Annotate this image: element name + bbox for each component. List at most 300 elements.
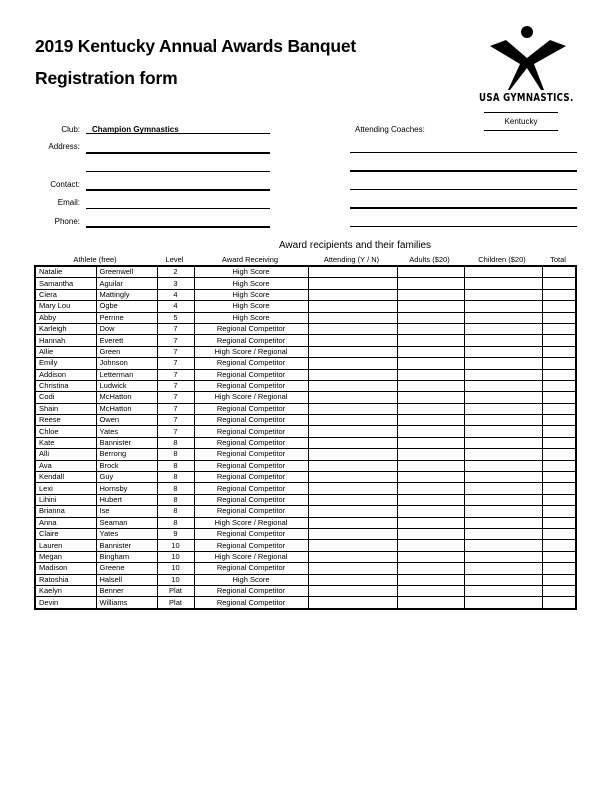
table-row (35, 483, 576, 494)
attending-cell[interactable] (308, 335, 397, 346)
level-cell: 7 (157, 323, 194, 334)
level-cell: 7 (157, 403, 194, 414)
last-name-cell: Owen (96, 415, 157, 426)
award-cell: Regional Competitor (194, 323, 308, 334)
coach-field-5[interactable] (350, 226, 577, 227)
attending-cell[interactable] (308, 392, 397, 403)
state-label: Kentucky (504, 117, 538, 126)
coach-field-3[interactable] (350, 189, 577, 190)
total-cell[interactable] (542, 415, 576, 426)
table-row (35, 563, 576, 574)
total-cell[interactable] (542, 483, 576, 494)
first-name-cell: Christina (35, 380, 96, 391)
level-cell: 7 (157, 346, 194, 357)
attending-cell[interactable] (308, 449, 397, 460)
last-name-cell: Yates (96, 426, 157, 437)
first-name-cell: Emily (35, 358, 96, 369)
total-cell[interactable] (542, 278, 576, 289)
last-name-cell: Everett (96, 335, 157, 346)
first-name-cell: Ciera (35, 289, 96, 300)
last-name-cell: Berrong (96, 449, 157, 460)
adults-cell[interactable] (397, 380, 464, 391)
table-row (35, 312, 576, 323)
first-name-cell: Madison (35, 563, 96, 574)
children-cell[interactable] (464, 346, 542, 357)
children-cell[interactable] (464, 426, 542, 437)
total-cell[interactable] (542, 574, 576, 585)
total-cell[interactable] (542, 380, 576, 391)
level-cell: 7 (157, 392, 194, 403)
level-cell: 4 (157, 289, 194, 300)
first-name-cell: Samantha (35, 278, 96, 289)
attending-cell[interactable] (308, 346, 397, 357)
header-attending: Attending (Y / N) (323, 255, 380, 264)
total-cell[interactable] (542, 301, 576, 312)
attending-cell[interactable] (308, 585, 397, 596)
level-cell: 10 (157, 563, 194, 574)
level-cell: 8 (157, 517, 194, 528)
children-cell[interactable] (464, 449, 542, 460)
first-name-cell: Lihini (35, 494, 96, 505)
table-row (35, 403, 576, 414)
first-name-cell: Karleigh (35, 323, 96, 334)
award-cell: High Score (194, 312, 308, 323)
email-label: Email: (57, 198, 80, 207)
table-row (35, 392, 576, 403)
coaches-label: Attending Coaches: (355, 125, 425, 134)
attending-cell[interactable] (308, 528, 397, 539)
adults-cell[interactable] (397, 312, 464, 323)
total-cell[interactable] (542, 289, 576, 300)
table-row (35, 585, 576, 596)
attending-cell[interactable] (308, 289, 397, 300)
last-name-cell: Ludwick (96, 380, 157, 391)
header-level: Level (165, 255, 184, 264)
level-cell: 4 (157, 301, 194, 312)
last-name-cell: Seaman (96, 517, 157, 528)
level-cell: 8 (157, 506, 194, 517)
last-name-cell: Brock (96, 460, 157, 471)
total-cell[interactable] (542, 323, 576, 334)
award-cell: Regional Competitor (194, 335, 308, 346)
total-cell[interactable] (542, 563, 576, 574)
award-cell: High Score / Regional (194, 392, 308, 403)
children-cell[interactable] (464, 574, 542, 585)
first-name-cell: Brianna (35, 506, 96, 517)
page-subtitle: Registration form (35, 68, 178, 88)
table-row (35, 574, 576, 585)
children-cell[interactable] (464, 415, 542, 426)
adults-cell[interactable] (397, 369, 464, 380)
first-name-cell: Abby (35, 312, 96, 323)
last-name-cell: Greene (96, 563, 157, 574)
level-cell: 10 (157, 574, 194, 585)
coach-field-2[interactable] (350, 170, 577, 172)
level-cell: 8 (157, 494, 194, 505)
last-name-cell: Perrine (96, 312, 157, 323)
first-name-cell: Hannah (35, 335, 96, 346)
table-section-title: Award recipients and their families (278, 240, 432, 251)
adults-cell[interactable] (397, 278, 464, 289)
award-cell: High Score / Regional (194, 346, 308, 357)
award-cell: Regional Competitor (194, 369, 308, 380)
last-name-cell: Aguilar (96, 278, 157, 289)
attending-cell[interactable] (308, 312, 397, 323)
last-name-cell: Halsell (96, 574, 157, 585)
first-name-cell: Chloe (35, 426, 96, 437)
phone-field[interactable] (86, 226, 270, 228)
children-cell[interactable] (464, 301, 542, 312)
adults-cell[interactable] (397, 346, 464, 357)
header-athlete: Athlete (free) (73, 255, 117, 264)
first-name-cell: Natalie (35, 266, 96, 278)
attending-cell[interactable] (308, 551, 397, 562)
level-cell: 10 (157, 551, 194, 562)
attending-cell[interactable] (308, 415, 397, 426)
first-name-cell: Alli (35, 449, 96, 460)
total-cell[interactable] (542, 506, 576, 517)
attending-cell[interactable] (308, 494, 397, 505)
adults-cell[interactable] (397, 494, 464, 505)
first-name-cell: Lauren (35, 540, 96, 551)
attending-cell[interactable] (308, 483, 397, 494)
attending-cell[interactable] (308, 574, 397, 585)
table-row (35, 278, 576, 289)
children-cell[interactable] (464, 528, 542, 539)
award-cell: High Score (194, 278, 308, 289)
children-cell[interactable] (464, 437, 542, 448)
table-row (35, 437, 576, 448)
attending-cell[interactable] (308, 460, 397, 471)
children-cell[interactable] (464, 278, 542, 289)
level-cell: 8 (157, 437, 194, 448)
total-cell[interactable] (542, 437, 576, 448)
attending-cell[interactable] (308, 563, 397, 574)
adults-cell[interactable] (397, 437, 464, 448)
level-cell: 5 (157, 312, 194, 323)
address-field-line1[interactable] (86, 152, 270, 154)
children-cell[interactable] (464, 369, 542, 380)
total-cell[interactable] (542, 472, 576, 483)
award-cell: Regional Competitor (194, 472, 308, 483)
attending-cell[interactable] (308, 437, 397, 448)
table-row (35, 551, 576, 562)
logo-divider (484, 112, 558, 113)
total-cell[interactable] (542, 597, 576, 609)
table-row (35, 380, 576, 391)
total-cell[interactable] (542, 369, 576, 380)
award-cell: Regional Competitor (194, 528, 308, 539)
table-row (35, 460, 576, 471)
adults-cell[interactable] (397, 449, 464, 460)
level-cell: 8 (157, 472, 194, 483)
children-cell[interactable] (464, 335, 542, 346)
level-cell: 9 (157, 528, 194, 539)
first-name-cell: Megan (35, 551, 96, 562)
total-cell[interactable] (542, 517, 576, 528)
first-name-cell: Ratoshia (35, 574, 96, 585)
first-name-cell: Mary Lou (35, 301, 96, 312)
first-name-cell: Allie (35, 346, 96, 357)
table-row (35, 346, 576, 357)
children-cell[interactable] (464, 597, 542, 609)
level-cell: 8 (157, 449, 194, 460)
award-cell: High Score / Regional (194, 551, 308, 562)
adults-cell[interactable] (397, 335, 464, 346)
adults-cell[interactable] (397, 506, 464, 517)
club-label: Club: (61, 125, 80, 134)
award-cell: High Score / Regional (194, 517, 308, 528)
level-cell: Plat (157, 597, 194, 609)
award-cell: Regional Competitor (194, 540, 308, 551)
award-cell: Regional Competitor (194, 415, 308, 426)
coach-field-1[interactable] (350, 152, 577, 153)
table-row (35, 494, 576, 505)
attending-cell[interactable] (308, 506, 397, 517)
children-cell[interactable] (464, 403, 542, 414)
children-cell[interactable] (464, 563, 542, 574)
award-cell: Regional Competitor (194, 563, 308, 574)
level-cell: 8 (157, 483, 194, 494)
adults-cell[interactable] (397, 472, 464, 483)
children-cell[interactable] (464, 585, 542, 596)
total-cell[interactable] (542, 266, 576, 278)
attending-cell[interactable] (308, 278, 397, 289)
total-cell[interactable] (542, 449, 576, 460)
attending-cell[interactable] (308, 472, 397, 483)
header-adults: Adults ($20) (409, 255, 450, 264)
last-name-cell: Benner (96, 585, 157, 596)
total-cell[interactable] (542, 312, 576, 323)
children-cell[interactable] (464, 358, 542, 369)
adults-cell[interactable] (397, 517, 464, 528)
table-row (35, 449, 576, 460)
award-cell: High Score (194, 289, 308, 300)
total-cell[interactable] (542, 585, 576, 596)
adults-cell[interactable] (397, 426, 464, 437)
coach-field-4[interactable] (350, 207, 577, 209)
table-row (35, 528, 576, 539)
attending-cell[interactable] (308, 540, 397, 551)
last-name-cell: Ise (96, 506, 157, 517)
first-name-cell: Addison (35, 369, 96, 380)
total-cell[interactable] (542, 426, 576, 437)
children-cell[interactable] (464, 506, 542, 517)
level-cell: 7 (157, 380, 194, 391)
level-cell: 7 (157, 335, 194, 346)
attending-cell[interactable] (308, 358, 397, 369)
last-name-cell: Yates (96, 528, 157, 539)
children-cell[interactable] (464, 312, 542, 323)
first-name-cell: Reese (35, 415, 96, 426)
last-name-cell: Green (96, 346, 157, 357)
level-cell: Plat (157, 585, 194, 596)
last-name-cell: Greenwell (96, 266, 157, 278)
children-cell[interactable] (464, 494, 542, 505)
last-name-cell: Ogbe (96, 301, 157, 312)
usa-gymnastics-figure-icon (484, 24, 570, 92)
table-row (35, 506, 576, 517)
first-name-cell: Kendall (35, 472, 96, 483)
children-cell[interactable] (464, 266, 542, 278)
adults-cell[interactable] (397, 301, 464, 312)
last-name-cell: Hornsby (96, 483, 157, 494)
total-cell[interactable] (542, 540, 576, 551)
first-name-cell: Ava (35, 460, 96, 471)
adults-cell[interactable] (397, 540, 464, 551)
last-name-cell: Bingham (96, 551, 157, 562)
level-cell: 2 (157, 266, 194, 278)
total-cell[interactable] (542, 528, 576, 539)
table-row (35, 266, 576, 278)
children-cell[interactable] (464, 483, 542, 494)
table-row (35, 597, 576, 609)
phone-label: Phone: (54, 217, 80, 226)
children-cell[interactable] (464, 517, 542, 528)
total-cell[interactable] (542, 403, 576, 414)
level-cell: 7 (157, 369, 194, 380)
table-row (35, 415, 576, 426)
award-cell: Regional Competitor (194, 358, 308, 369)
adults-cell[interactable] (397, 597, 464, 609)
header-award: Award Receiving (221, 255, 279, 264)
total-cell[interactable] (542, 335, 576, 346)
total-cell[interactable] (542, 494, 576, 505)
first-name-cell: Devin (35, 597, 96, 609)
award-cell: High Score (194, 301, 308, 312)
award-cell: High Score (194, 574, 308, 585)
address-field-line2[interactable] (86, 171, 270, 172)
attending-cell[interactable] (308, 266, 397, 278)
table-row (35, 540, 576, 551)
adults-cell[interactable] (397, 358, 464, 369)
attending-cell[interactable] (308, 369, 397, 380)
level-cell: 10 (157, 540, 194, 551)
attending-cell[interactable] (308, 403, 397, 414)
award-cell: Regional Competitor (194, 597, 308, 609)
last-name-cell: Mattingly (96, 289, 157, 300)
children-cell[interactable] (464, 540, 542, 551)
award-cell: Regional Competitor (194, 449, 308, 460)
total-cell[interactable] (542, 358, 576, 369)
adults-cell[interactable] (397, 483, 464, 494)
contact-label: Contact: (50, 180, 80, 189)
address-label: Address: (48, 142, 80, 151)
table-row (35, 289, 576, 300)
first-name-cell: Lexi (35, 483, 96, 494)
club-field[interactable] (86, 133, 270, 134)
usa-gymnastics-logo (484, 24, 570, 97)
page-title: 2019 Kentucky Annual Awards Banquet (35, 36, 357, 56)
header-children: Children ($20) (478, 255, 526, 264)
award-cell: Regional Competitor (194, 380, 308, 391)
first-name-cell: Kate (35, 437, 96, 448)
children-cell[interactable] (464, 323, 542, 334)
award-cell: Regional Competitor (194, 585, 308, 596)
total-cell[interactable] (542, 460, 576, 471)
last-name-cell: Bannister (96, 540, 157, 551)
logo-divider-bottom (484, 130, 558, 131)
adults-cell[interactable] (397, 266, 464, 278)
attending-cell[interactable] (308, 323, 397, 334)
last-name-cell: Guy (96, 472, 157, 483)
adults-cell[interactable] (397, 585, 464, 596)
adults-cell[interactable] (397, 403, 464, 414)
usa-gymnastics-wordmark: USA GYMNASTICS. (479, 92, 574, 104)
total-cell[interactable] (542, 346, 576, 357)
awards-table (34, 265, 577, 610)
attending-cell[interactable] (308, 597, 397, 609)
first-name-cell: Kaelyn (35, 585, 96, 596)
adults-cell[interactable] (397, 460, 464, 471)
first-name-cell: Codi (35, 392, 96, 403)
children-cell[interactable] (464, 392, 542, 403)
attending-cell[interactable] (308, 301, 397, 312)
adults-cell[interactable] (397, 415, 464, 426)
adults-cell[interactable] (397, 563, 464, 574)
table-row (35, 301, 576, 312)
email-field[interactable] (86, 208, 270, 209)
last-name-cell: Johnson (96, 358, 157, 369)
children-cell[interactable] (464, 380, 542, 391)
award-cell: Regional Competitor (194, 403, 308, 414)
adults-cell[interactable] (397, 528, 464, 539)
table-row (35, 335, 576, 346)
award-cell: Regional Competitor (194, 494, 308, 505)
header-total: Total (550, 255, 566, 264)
first-name-cell: Anna (35, 517, 96, 528)
last-name-cell: McHatton (96, 403, 157, 414)
level-cell: 3 (157, 278, 194, 289)
adults-cell[interactable] (397, 323, 464, 334)
last-name-cell: McHatton (96, 392, 157, 403)
award-cell: Regional Competitor (194, 483, 308, 494)
table-row (35, 472, 576, 483)
adults-cell[interactable] (397, 574, 464, 585)
first-name-cell: Shain (35, 403, 96, 414)
table-row (35, 517, 576, 528)
club-value[interactable]: Champion Gymnastics (92, 125, 179, 134)
award-cell: Regional Competitor (194, 426, 308, 437)
level-cell: 8 (157, 460, 194, 471)
table-row (35, 369, 576, 380)
children-cell[interactable] (464, 472, 542, 483)
children-cell[interactable] (464, 551, 542, 562)
children-cell[interactable] (464, 460, 542, 471)
table-row (35, 426, 576, 437)
contact-field[interactable] (86, 189, 270, 191)
total-cell[interactable] (542, 551, 576, 562)
award-cell: High Score (194, 266, 308, 278)
last-name-cell: Williams (96, 597, 157, 609)
attending-cell[interactable] (308, 380, 397, 391)
first-name-cell: Claire (35, 528, 96, 539)
last-name-cell: Bannister (96, 437, 157, 448)
level-cell: 7 (157, 415, 194, 426)
last-name-cell: Letterman (96, 369, 157, 380)
level-cell: 7 (157, 358, 194, 369)
level-cell: 7 (157, 426, 194, 437)
attending-cell[interactable] (308, 517, 397, 528)
adults-cell[interactable] (397, 289, 464, 300)
attending-cell[interactable] (308, 426, 397, 437)
children-cell[interactable] (464, 289, 542, 300)
table-row (35, 358, 576, 369)
total-cell[interactable] (542, 392, 576, 403)
adults-cell[interactable] (397, 551, 464, 562)
award-cell: Regional Competitor (194, 460, 308, 471)
adults-cell[interactable] (397, 392, 464, 403)
